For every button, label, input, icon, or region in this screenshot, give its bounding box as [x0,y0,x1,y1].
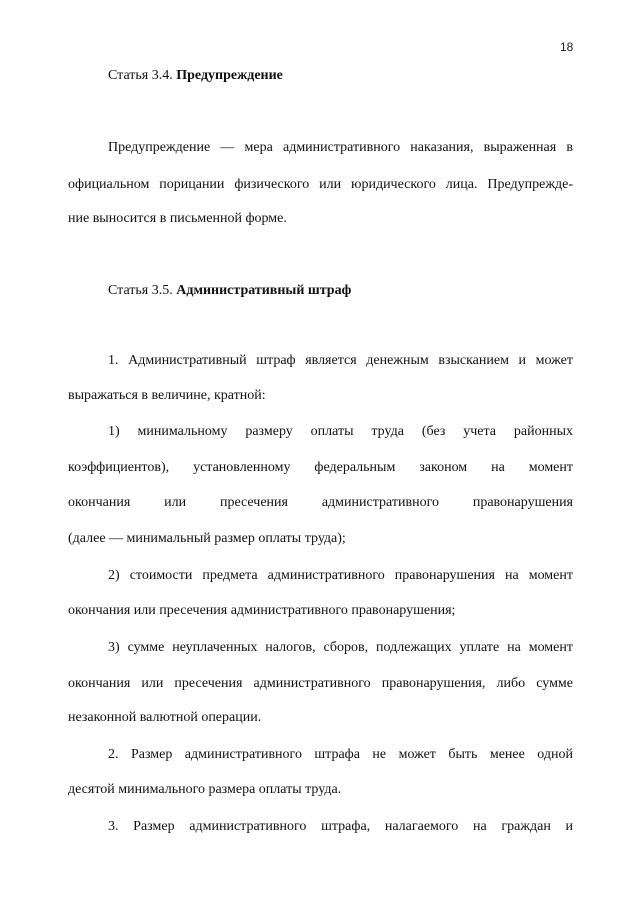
article-3-5-prefix: Статья 3.5. [108,283,173,298]
article-3-5-title: Административный штраф [176,283,352,298]
paragraph-line: выражаться в величине, кратной: [68,388,266,403]
paragraph-line: 3. Размер административного штрафа, налагаемого на граждан и [108,819,573,834]
paragraph-line: десятой минимального размера оплаты труда. [68,782,342,797]
paragraph-line: 1) минимальному размеру оплаты труда (без учета районных [108,424,573,439]
paragraph-line: окончания или пресечения административного правонарушения, либо сумме [68,676,573,691]
paragraph-line: 2) стоимости предмета административного правонарушения на момент [108,568,573,583]
paragraph-line: ние выносится в письменной форме. [68,211,287,226]
paragraph-line: 2. Размер административного штрафа не может быть менее одной [108,747,573,762]
paragraph-line: окончания или пресечения административного правонарушения; [68,603,456,618]
paragraph-line: незаконной валютной операции. [68,710,262,725]
paragraph-line: официальном порицании физического или юридического лица. Предупрежде- [68,177,573,192]
paragraph-line: коэффициентов), установленному федеральным законом на момент [68,460,573,475]
article-3-5-heading [108,282,613,300]
paragraph-line: окончания или пресечения административного правонарушения [68,495,573,510]
article-3-4-heading [108,67,613,85]
page-number: 18 [560,40,574,54]
article-3-4-title: Предупреждение [176,68,283,83]
paragraph-line: 1. Административный штраф является денежным взысканием и может [108,353,573,368]
paragraph-line: (далее — минимальный размер оплаты труда); [68,531,346,546]
paragraph-line: 3) сумме неуплаченных налогов, сборов, подлежащих уплате на момент [108,640,573,655]
article-3-4-prefix: Статья 3.4. [108,68,173,83]
paragraph-line: Предупреждение — мера административного наказания, выраженная в [108,140,573,155]
